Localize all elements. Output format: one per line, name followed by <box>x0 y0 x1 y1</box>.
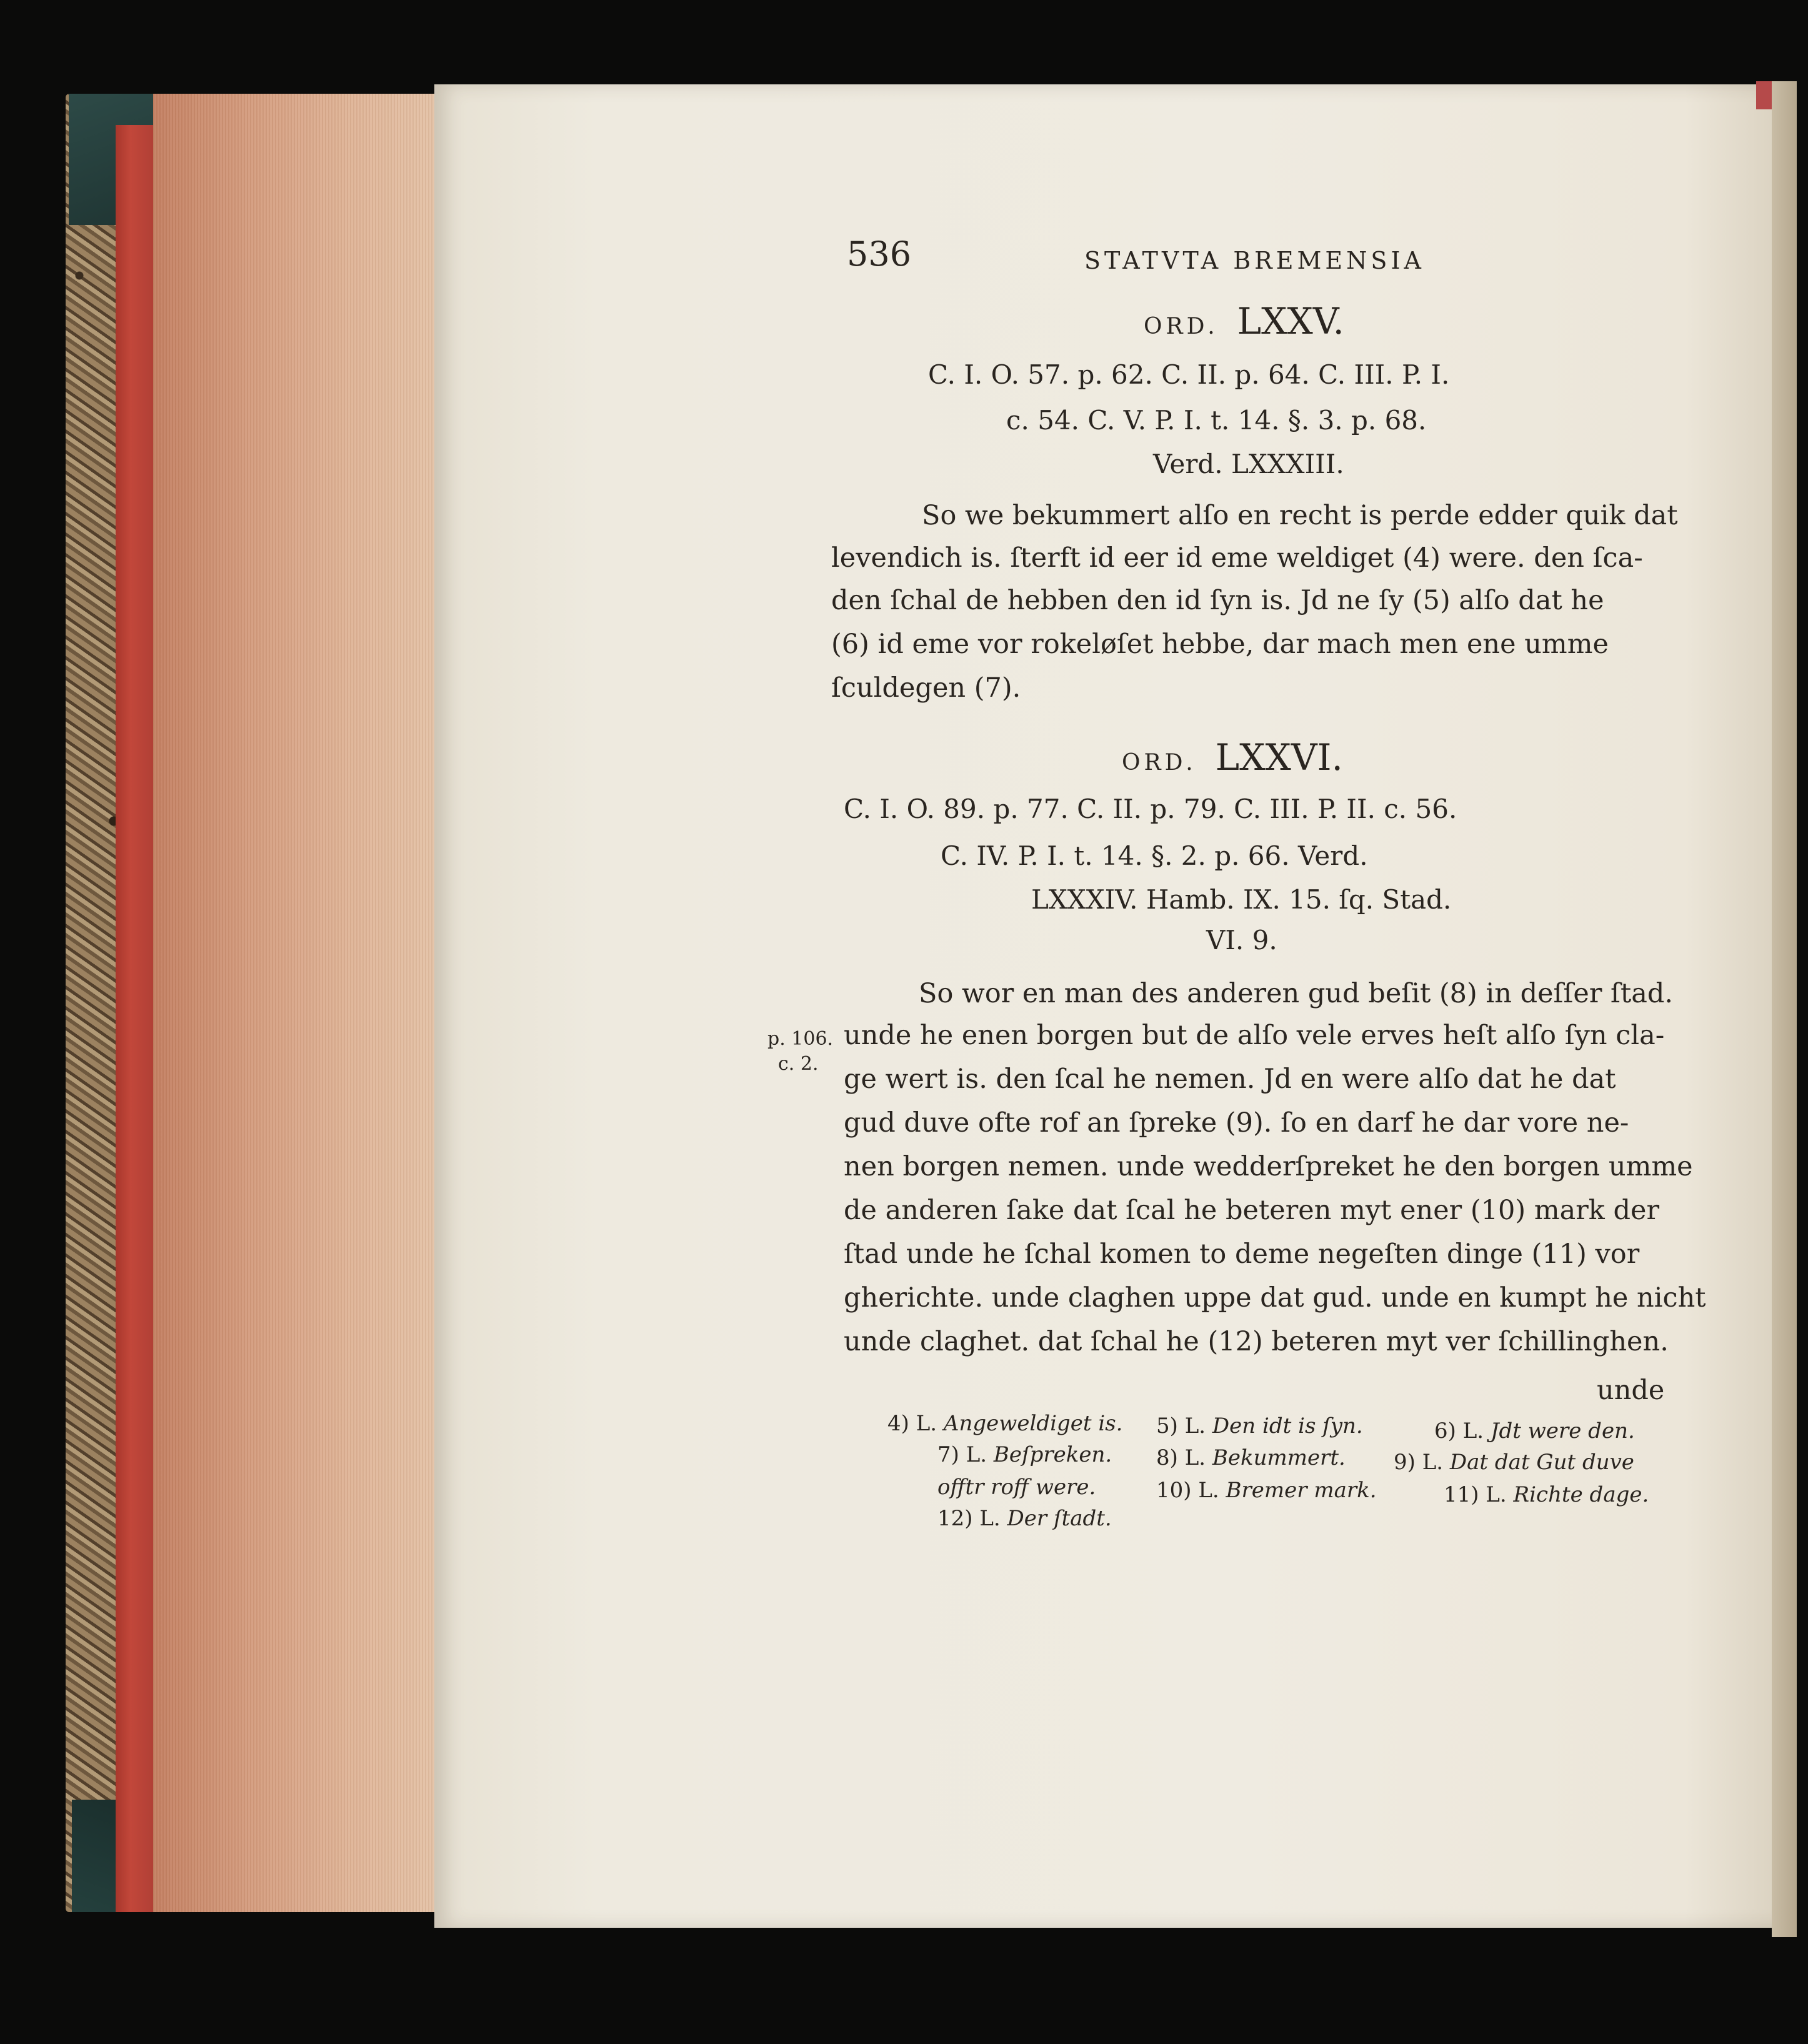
running-head: STATVTA BREMENSIA <box>1084 247 1425 274</box>
footnote-7 <box>937 1442 1112 1467</box>
ord-number: LXXV. <box>1237 300 1344 342</box>
footnote-num: 10) L. <box>1156 1478 1219 1503</box>
reference-line: c. 54. C. V. P. I. t. 14. §. 3. p. 68. <box>1006 405 1427 436</box>
body-line: den ſchal de hebben den id ſyn is. Jd ne ſy (5) alſo dat he <box>831 585 1604 616</box>
reference-line: C. IV. P. I. t. 14. §. 2. p. 66. Verd. <box>941 840 1368 871</box>
body-line: nen borgen nemen. unde wedderſpreket he den borgen umme <box>844 1151 1693 1182</box>
margin-note-page: p. 106. <box>767 1028 834 1050</box>
ord-number: LXXVI. <box>1215 736 1343 779</box>
footnote-num: 7) L. <box>937 1442 987 1467</box>
reference-line: VI. 9. <box>1206 925 1277 955</box>
reference-line: LXXXIV. Hamb. IX. 15. ſq. Stad. <box>1031 884 1452 915</box>
body-line: So we bekummert alſo en recht is perde edder quik dat <box>922 500 1678 531</box>
catchword: unde <box>1597 1375 1665 1406</box>
body-line: levendich is. ſterft id eer id eme weldiget (4) were. den ſca- <box>831 542 1643 574</box>
body-line: unde claghet. dat ſchal he (12) beteren myt ver ſchillinghen. <box>844 1326 1669 1357</box>
bookmark-ribbon <box>1756 81 1772 109</box>
body-line: ſtad unde he ſchal komen to deme negeſten dinge (11) vor <box>844 1239 1640 1270</box>
footnote-num: 9) L. <box>1394 1450 1444 1475</box>
section-heading-lxxvi <box>1122 736 1343 779</box>
footnote-10 <box>1156 1478 1377 1503</box>
footnote-text: Richte dage. <box>1513 1482 1649 1507</box>
footnote-text: Bekummert. <box>1212 1445 1346 1470</box>
footnote-text: Den idt is ſyn. <box>1212 1413 1363 1438</box>
body-line: ſculdegen (7). <box>831 672 1021 704</box>
footnote-8 <box>1156 1445 1346 1470</box>
footnote-num: 12) L. <box>937 1506 1001 1531</box>
body-line: de anderen ſake dat ſcal he beteren myt ener (10) mark der <box>844 1195 1660 1226</box>
body-line: gud duve ofte rof an ſpreke (9). ſo en darf he dar vore ne- <box>844 1107 1629 1139</box>
footnote-text: Bremer mark. <box>1226 1478 1377 1503</box>
footnote-6 <box>1434 1418 1635 1443</box>
footnote-num: 8) L. <box>1156 1445 1206 1470</box>
page-gutter <box>1772 81 1797 1937</box>
footnote-num: 11) L. <box>1444 1482 1507 1507</box>
footnote-text: Beſpreken. <box>993 1442 1112 1467</box>
body-line: gherichte. unde claghen uppe dat gud. unde en kumpt he nicht <box>844 1282 1706 1314</box>
footnote-5 <box>1156 1413 1363 1438</box>
footnote-text: Angeweldiget is. <box>943 1411 1123 1436</box>
footnote-9 <box>1394 1450 1634 1475</box>
footnote-text: Jdt were den. <box>1490 1418 1635 1443</box>
body-line: ge wert is. den ſcal he nemen. Jd en were alſo dat he dat <box>844 1064 1616 1095</box>
footnote-11 <box>1444 1482 1649 1507</box>
footnote-4 <box>887 1411 1122 1436</box>
page-block-edge <box>153 94 434 1912</box>
footnote-text: offtr roff were. <box>937 1475 1096 1500</box>
page-number: 536 <box>847 234 912 274</box>
reference-line: Verd. LXXXIII. <box>1153 449 1344 479</box>
footnote-12 <box>937 1506 1112 1531</box>
footnote-num: 5) L. <box>1156 1413 1206 1438</box>
footnote-text: Dat dat Gut duve <box>1449 1450 1634 1475</box>
body-line: So wor en man des anderen gud beſit (8) in deſſer ſtad. <box>919 978 1674 1009</box>
footnote-9-continued <box>937 1475 1096 1500</box>
footnote-text: Der ſtadt. <box>1007 1506 1112 1531</box>
section-heading-lxxv <box>1144 300 1344 342</box>
ord-label: ORD. <box>1122 750 1197 775</box>
footnote-num: 6) L. <box>1434 1418 1484 1443</box>
margin-note-column: c. 2. <box>778 1053 819 1075</box>
reference-line: C. I. O. 89. p. 77. C. II. p. 79. C. III. P. II. c. 56. <box>844 794 1457 824</box>
footnote-num: 4) L. <box>887 1411 937 1436</box>
reference-line: C. I. O. 57. p. 62. C. II. p. 64. C. III. P. I. <box>928 359 1450 390</box>
ord-label: ORD. <box>1144 314 1219 339</box>
red-page-edge <box>116 125 153 1912</box>
body-line: unde he enen borgen but de alſo vele erves heſt alſo ſyn cla- <box>844 1020 1665 1051</box>
body-line: (6) id eme vor rokeløſet hebbe, dar mach men ene umme <box>831 629 1609 660</box>
